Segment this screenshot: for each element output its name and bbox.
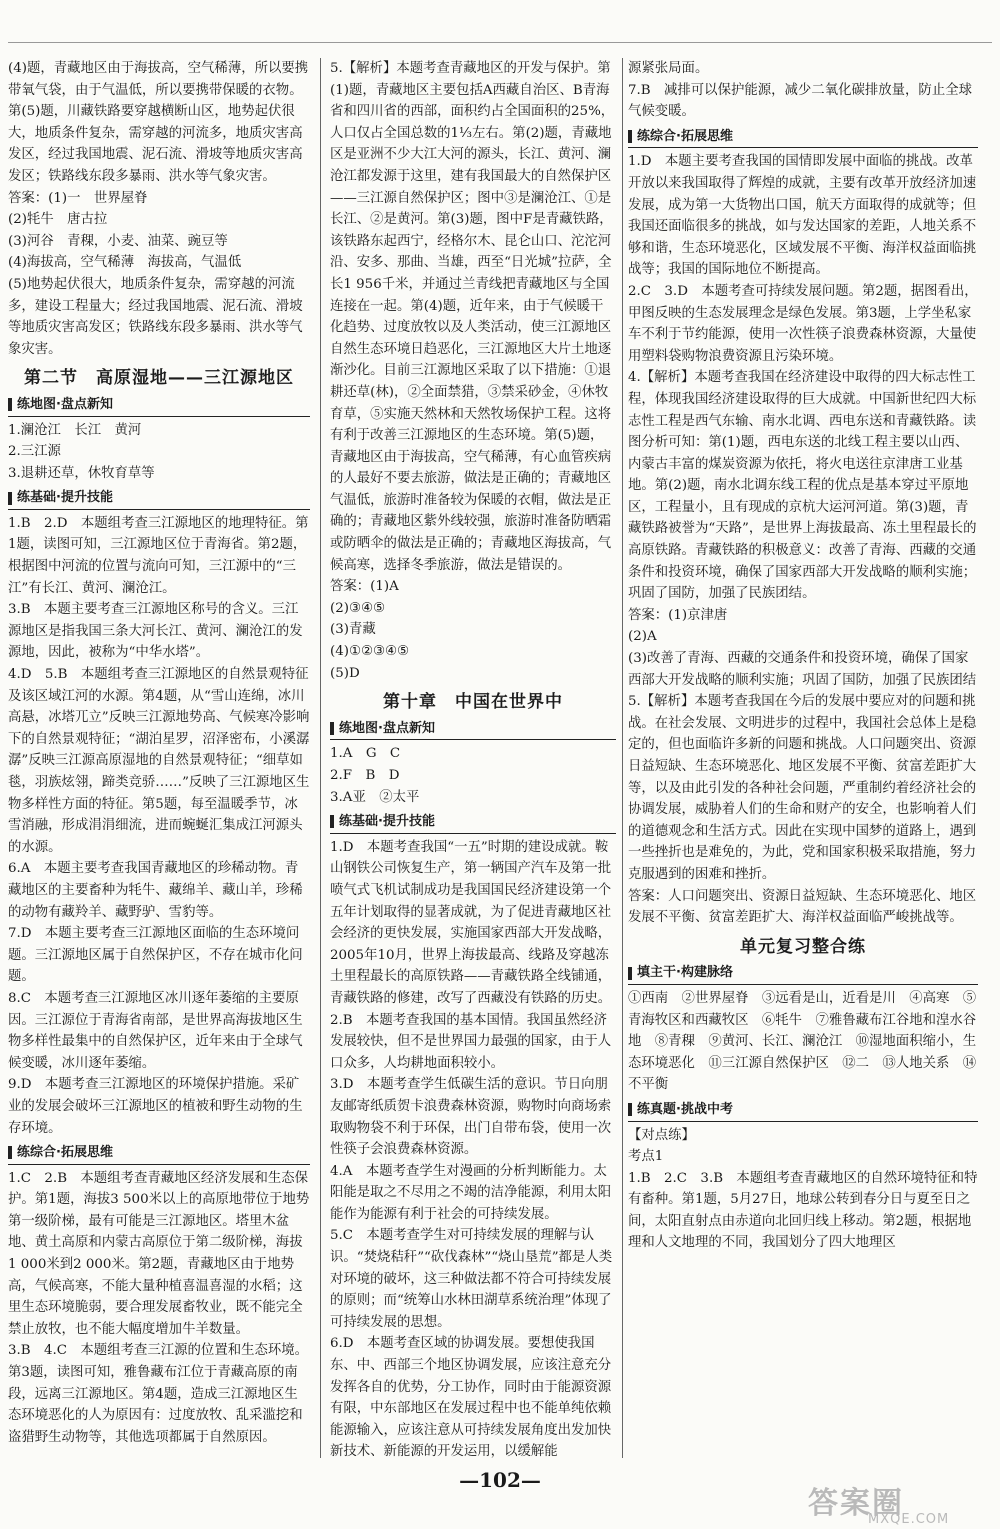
subsection-label: 练地图·盘点新知 [17,396,113,412]
answer-paragraph: (3)河谷 青稞，小麦、油菜、豌豆等 [8,233,228,249]
bar-marker-icon [628,1103,632,1116]
answer-paragraph: 3.B 本题主要考查三江源地区称号的含义。三江源地区是指我国三条大河长江、黄河、澜沧江的发源地，因此，被称为“中华水塔”。 [8,602,303,661]
answer-paragraph: 1.D 本题主要考查我国的国情即发展中面临的挑战。改革开放以来我国取得了辉煌的成就，主要有改革开放经济加速发展，成为第一大货物出口国，航天方面取得的成就等；但我国还面临很多的挑战，如与发达国家的差距，人地关系不够和谐，生态环境恶化，区域发展不平衡、海洋权益面临挑战等；我国的国际地位不断提高。 [628,154,977,278]
subsection-bar [330,811,616,834]
subsection-bar [8,487,310,510]
subsection-label: 练基础·提升技能 [339,814,435,830]
top-rule [8,42,992,43]
bar-marker-icon [330,722,334,735]
answer-paragraph: 5.【解析】本题考查青藏地区的开发与保护。第(1)题，青藏地区主要包括A西藏自治区、B青海省和四川省的西部，面积约占全国面积的25%，人口仅占全国总数的1⅓左右。第(2)题，青藏地区是亚洲不少大江大河的源头，长江、黄河、澜沧江都发源于这里，建有我国最大的自然保护区——三江源自然保护区；图中③是澜沧江、①是长江、②是黄河。第(3)题，图中F是青藏铁路，该铁路东起西宁，经格尔木、昆仑山口、沱沱河沿、安多、那曲、当雄，西至“日光城”拉萨，全长1 956千米，并通过兰青线把青藏地区与全国连接在一起。第(4)题，近年来，由于气候暖干化趋势、过度放牧以及人类活动，使三江源地区自然生态环境日趋恶化，三江源地区大片土地逐渐沙化。目前三江源地区采取了以下措施：①退耕还草(林)，②全面禁猎，③禁采砂金，④休牧育草，⑤实施天然林和天然牧场保护工程。这将有利于改善三江源地区的生态环境。第(5)题，青藏地区由于海拔高，空气稀薄，有心血管疾病的人最好不要去旅游，做法是正确的；青藏地区气温低，旅游时准备较为保暖的衣帽，做法是正确的；青藏地区紫外线较强，旅游时准备防晒霜或防晒伞的做法是正确的；青藏地区海拔高，气候高寒，选择冬季旅游，做法是错误的。 [330,61,615,573]
answer-paragraph: 6.D 本题考查区域的协调发展。要想使我国东、中、西部三个地区协调发展，应该注意充分发挥各自的优势，分工协作，同时由于能源资源有限，中东部地区在发展过程中也不能单纯依赖能源输入，应该注意从可持续发展角度出发加快新技术、新能源的开发运用，以缓解能 [330,1336,612,1460]
subsection-bar [628,1099,978,1122]
subsection-bar [628,126,978,149]
answer-paragraph: ①西南 ②世界屋脊 ③远看是山，近看是川 ④高寒 ⑤青海牧区和西藏牧区 ⑥牦牛 ⑦雅鲁藏布江谷地和湟水谷地 ⑧青稞 ⑨黄河、长江、澜沧江 ⑩湿地面积缩小，生态环境恶化 ⑪三江源自然保护区 ⑫二 ⑬人地关系 ⑭不平衡 [628,990,977,1093]
answer-paragraph: (2)A [628,629,657,645]
bar-marker-icon [628,130,632,143]
section-heading: 第二节 高原湿地——三江源地区 [24,368,294,389]
column-divider-1 [320,58,321,1458]
answer-paragraph: (3)青藏 [330,622,376,638]
watermark-logo: 答案圈 MXQE.COM [808,1486,950,1527]
answer-paragraph: 答案：(1)一 世界屋脊 [8,190,148,206]
answer-paragraph: (3)改善了青海、西藏的交通条件和投资环境，确保了国家西部大开发战略的顺利实施；巩固了国防，加强了民族团结 [628,651,977,688]
answer-paragraph: 4.D 5.B 本题组考查三江源地区的自然景观特征及该区域江河的水源。第4题，从“雪山连绵，冰川高悬，冰塔兀立”反映三江源地势高、气候寒冷影响下的自然景观特征；“湖泊星罗，沼泽密布，小溪潺潺”反映三江源高原湿地的自然景观特征；“细草如毯，羽族炫翎，蹄类竞骄……”反映了三江源地区生物多样性方面的特征。第5题，每至温暖季节，冰雪消融，形成涓涓细流，进而蜿蜒汇集成江河源头的水源。 [8,667,310,855]
answer-paragraph: (5)地势起伏很大，地质条件复杂，需穿越的河流多，建设工程量大；经过我国地震、泥石流、滑坡等地质灾害高发区；铁路线东段多暴雨、洪水等气象灾害。 [8,276,303,357]
answer-paragraph: 4.A 本题考查学生对漫画的分析判断能力。太阳能是取之不尽用之不竭的洁净能源，利用太阳能作为能源有利于社会的可持续发展。 [330,1163,612,1222]
answer-paragraph: 5.C 本题考查学生对可持续发展的理解与认识。“焚烧秸秆”“砍伐森林”“烧山垦荒”都是人类对环境的破坏，这三种做法都不符合可持续发展的原则；而“统筹山水林田湖草系统治理”体现了可持续发展的思想。 [330,1228,613,1330]
answer-paragraph: 2.F B D [330,768,400,783]
answer-paragraph: (4)海拔高，空气稀薄 海拔高，气温低 [8,255,242,271]
answer-paragraph: 8.C 本题考查三江源地区冰川逐年萎缩的主要原因。三江源位于青海省南部，是世界高海拔地区生物多样性最集中的自然保护区，近年来由于全球气候变暖，冰川逐年萎缩。 [8,990,303,1071]
answer-paragraph: 5.【解析】本题考查我国在今后的发展中要应对的问题和挑战。在社会发展、文明进步的过程中，我国社会总体上是稳定的，但也面临许多新的问题和挑战。人口问题突出、资源日益短缺、生态环境恶化、地区发展不平衡、贫富差距扩大等，以及由此引发的各种社会问题，严重制约着经济社会的协调发展，威胁着人们的生命和财产的安全，也影响着人们的道德观念和生活方式。因此在实现中国梦的道路上，遇到一些挫折也是难免的，为此，党和国家积极采取措施，努力克服遇到的困难和挫折。 [628,694,977,882]
column-divider-2 [622,58,623,1458]
subsection-label: 练真题·挑战中考 [637,1101,733,1117]
answer-paragraph: 1.A G C [330,746,401,762]
subsection-bar [330,718,616,741]
answer-column-2 [330,58,616,1460]
answer-paragraph: 1.C 2.B 本题组考查青藏地区经济发展和生态保护。第1题，海拔3 500米以上的高原地带位于地势第一级阶梯，最有可能是三江源地区。塔里木盆地、黄土高原和内蒙古高原位于第二级阶梯，海拔1 000米到2 000米。第2题，青藏地区由于地势高，气候高寒，不能大量种植喜温喜湿的水稻；这里生态环境脆弱，要合理发展畜牧业，既不能完全禁止放牧，也不能大幅度增加牛羊数量。 [8,1170,310,1337]
answer-paragraph: 1.B 2.C 3.B 本题组考查青藏地区的自然环境特征和特有畜种。第1题，5月27日，地球公转到春分日与夏至日之间，太阳直射点由赤道向北回归线上移动。第2题，根据地理和人文地理的不同，我国划分了四大地理区 [628,1170,978,1251]
answer-paragraph: 2.C 3.D 本题考查可持续发展问题。第2题，据图看出，甲图反映的生态发展理念是绿色发展。第3题，上学坐私家车不利于节约能源，使用一次性筷子浪费森林资源，大量使用塑料袋购物浪费资源且污染环境。 [628,283,978,364]
answer-paragraph: 3.B 4.C 本题组考查三江源的位置和生态环境。第3题，读图可知，雅鲁藏布江位于青藏高原的南段，远离三江源地区。第4题，造成三江源地区生态环境恶化的人为原因有：过度放牧、乱采滥挖和盗猎野生动物等，其他选项都属于自然原因。 [8,1343,309,1445]
subsection-label: 练地图·盘点新知 [339,720,435,736]
answer-paragraph: 1.B 2.D 本题组考查三江源地区的地理特征。第1题，读图可知，三江源地区位于青海省。第2题，根据图中河流的位置与流向可知，三江源中的“三江”有长江、黄河、澜沧江。 [8,515,309,596]
bar-marker-icon [8,492,12,505]
subsection-label: 练综合·拓展思维 [637,128,733,144]
answer-paragraph: (2)牦牛 唐古拉 [8,212,108,228]
answer-paragraph: 9.D 本题考查三江源地区的环境保护措施。采矿业的发展会破坏三江源地区的植被和野生动物的生存环境。 [8,1077,303,1136]
answer-paragraph: (4)题，青藏地区由于海拔高，空气稀薄，所以要携带氧气袋，由于气温低，所以要携带保暖的衣物。第(5)题，川藏铁路要穿越横断山区，地势起伏很大，地质条件复杂，需穿越的河流多，地质灾害高发区，经过我国地震、泥石流、滑坡等地质灾害高发区；铁路线东段多暴雨、洪水等气象灾害。 [8,61,309,184]
subsection-label: 填主干·构建脉络 [637,965,733,981]
answer-paragraph: 7.B 减排可以保护能源，减少二氧化碳排放量，防止全球气候变暖。 [628,82,972,120]
subsection-bar [8,1142,310,1165]
answer-paragraph: 3.D 本题考查学生低碳生活的意识。节日向朋友邮寄纸质贺卡浪费森林资源，购物时向商场索取购物袋不利于环保，出门自带布袋，使用一次性筷子会浪费森林资源。 [330,1077,612,1158]
answer-column-3 [628,58,978,1430]
answer-paragraph: 源紧张局面。 [628,61,709,76]
bar-marker-icon [8,1146,12,1159]
answer-paragraph: 答案：人口问题突出、资源日益短缺、生态环境恶化、地区发展不平衡、贫富差距扩大、海洋权益面临严峻挑战等。 [628,888,977,926]
answer-paragraph: 1.D 本题考查我国“一五”时期的建设成就。鞍山钢铁公司恢复生产，第一辆国产汽车及第一批喷气式飞机试制成功是我国国民经济建设第一个五年计划取得的显著成就，为了促进青藏地区社会经济的更快发展，实施国家西部大开发战略，2005年10月，世界上海拔最高、线路及穿越冻土里程最长的高原铁路——青藏铁路全线铺通，青藏铁路的修建，改写了西藏没有铁路的历史。 [330,839,612,1006]
answer-paragraph: 4.【解析】本题考查我国在经济建设中取得的四大标志性工程，体现我国经济建设取得的巨大成就。中国新世纪四大标志性工程是西气东输、南水北调、西电东送和青藏铁路。读图分析可知：第(1)题，西电东送的北线工程主要以山西、内蒙古丰富的煤炭资源为依托，将火电送往京津唐工业基地。第(2)题，南水北调东线工程的优点是基本穿过平原地区，工程量小，且有现成的京杭大运河河道。第(3)题，青藏铁路被誉为“天路”，是世界上海拔最高、冻土里程最长的高原铁路。青藏铁路的积极意义：改善了青海、西藏的交通条件和投资环境，确保了国家西部大开发战略的顺利实施；巩固了国防，加强了民族团结。 [628,370,977,602]
answer-paragraph: 【对点练】 [628,1127,695,1143]
answer-paragraph: 6.A 本题主要考查我国青藏地区的珍稀动物。青藏地区的主要畜种为牦牛、藏绵羊、藏山羊，珍稀的动物有藏羚羊、藏野驴、雪豹等。 [8,861,303,920]
answer-paragraph: 2.三江源 [8,444,61,460]
answer-paragraph: 1.澜沧江 长江 黄河 [8,422,142,438]
page-number: —102— [459,1468,541,1492]
answer-paragraph: 7.D 本题主要考查三江源地区面临的生态环境问题。三江源地区属于自然保护区，不存在城市化问题。 [8,926,303,985]
answer-paragraph: 2.B 本题考查我国的基本国情。我国虽然经济发展较快，但不是世界国力最强的国家，由于人口众多，人均耕地面积较小。 [330,1012,612,1071]
answer-paragraph: (2)③④⑤ [330,600,385,616]
answer-paragraph: (5)D [330,665,360,681]
answer-paragraph: 3.退耕还草，休牧育草等 [8,465,155,481]
subsection-bar [628,962,978,985]
subsection-bar [8,394,310,417]
section-heading: 第十章 中国在世界中 [383,692,563,713]
bar-marker-icon [628,967,632,980]
answer-paragraph: 答案：(1)京津唐 [628,607,728,623]
answer-paragraph: 考点1 [628,1149,664,1165]
answer-column-1 [8,58,310,1445]
bar-marker-icon [8,398,12,411]
subsection-label: 练基础·提升技能 [17,490,113,506]
answer-paragraph: (4)①②③④⑤ [330,644,409,660]
subsection-label: 练综合·拓展思维 [17,1145,113,1161]
answer-paragraph: 3.A亚 ②太平 [330,789,420,805]
section-heading: 单元复习整合练 [740,936,866,957]
bar-marker-icon [330,815,334,828]
answer-paragraph: 答案：(1)A [330,579,399,595]
